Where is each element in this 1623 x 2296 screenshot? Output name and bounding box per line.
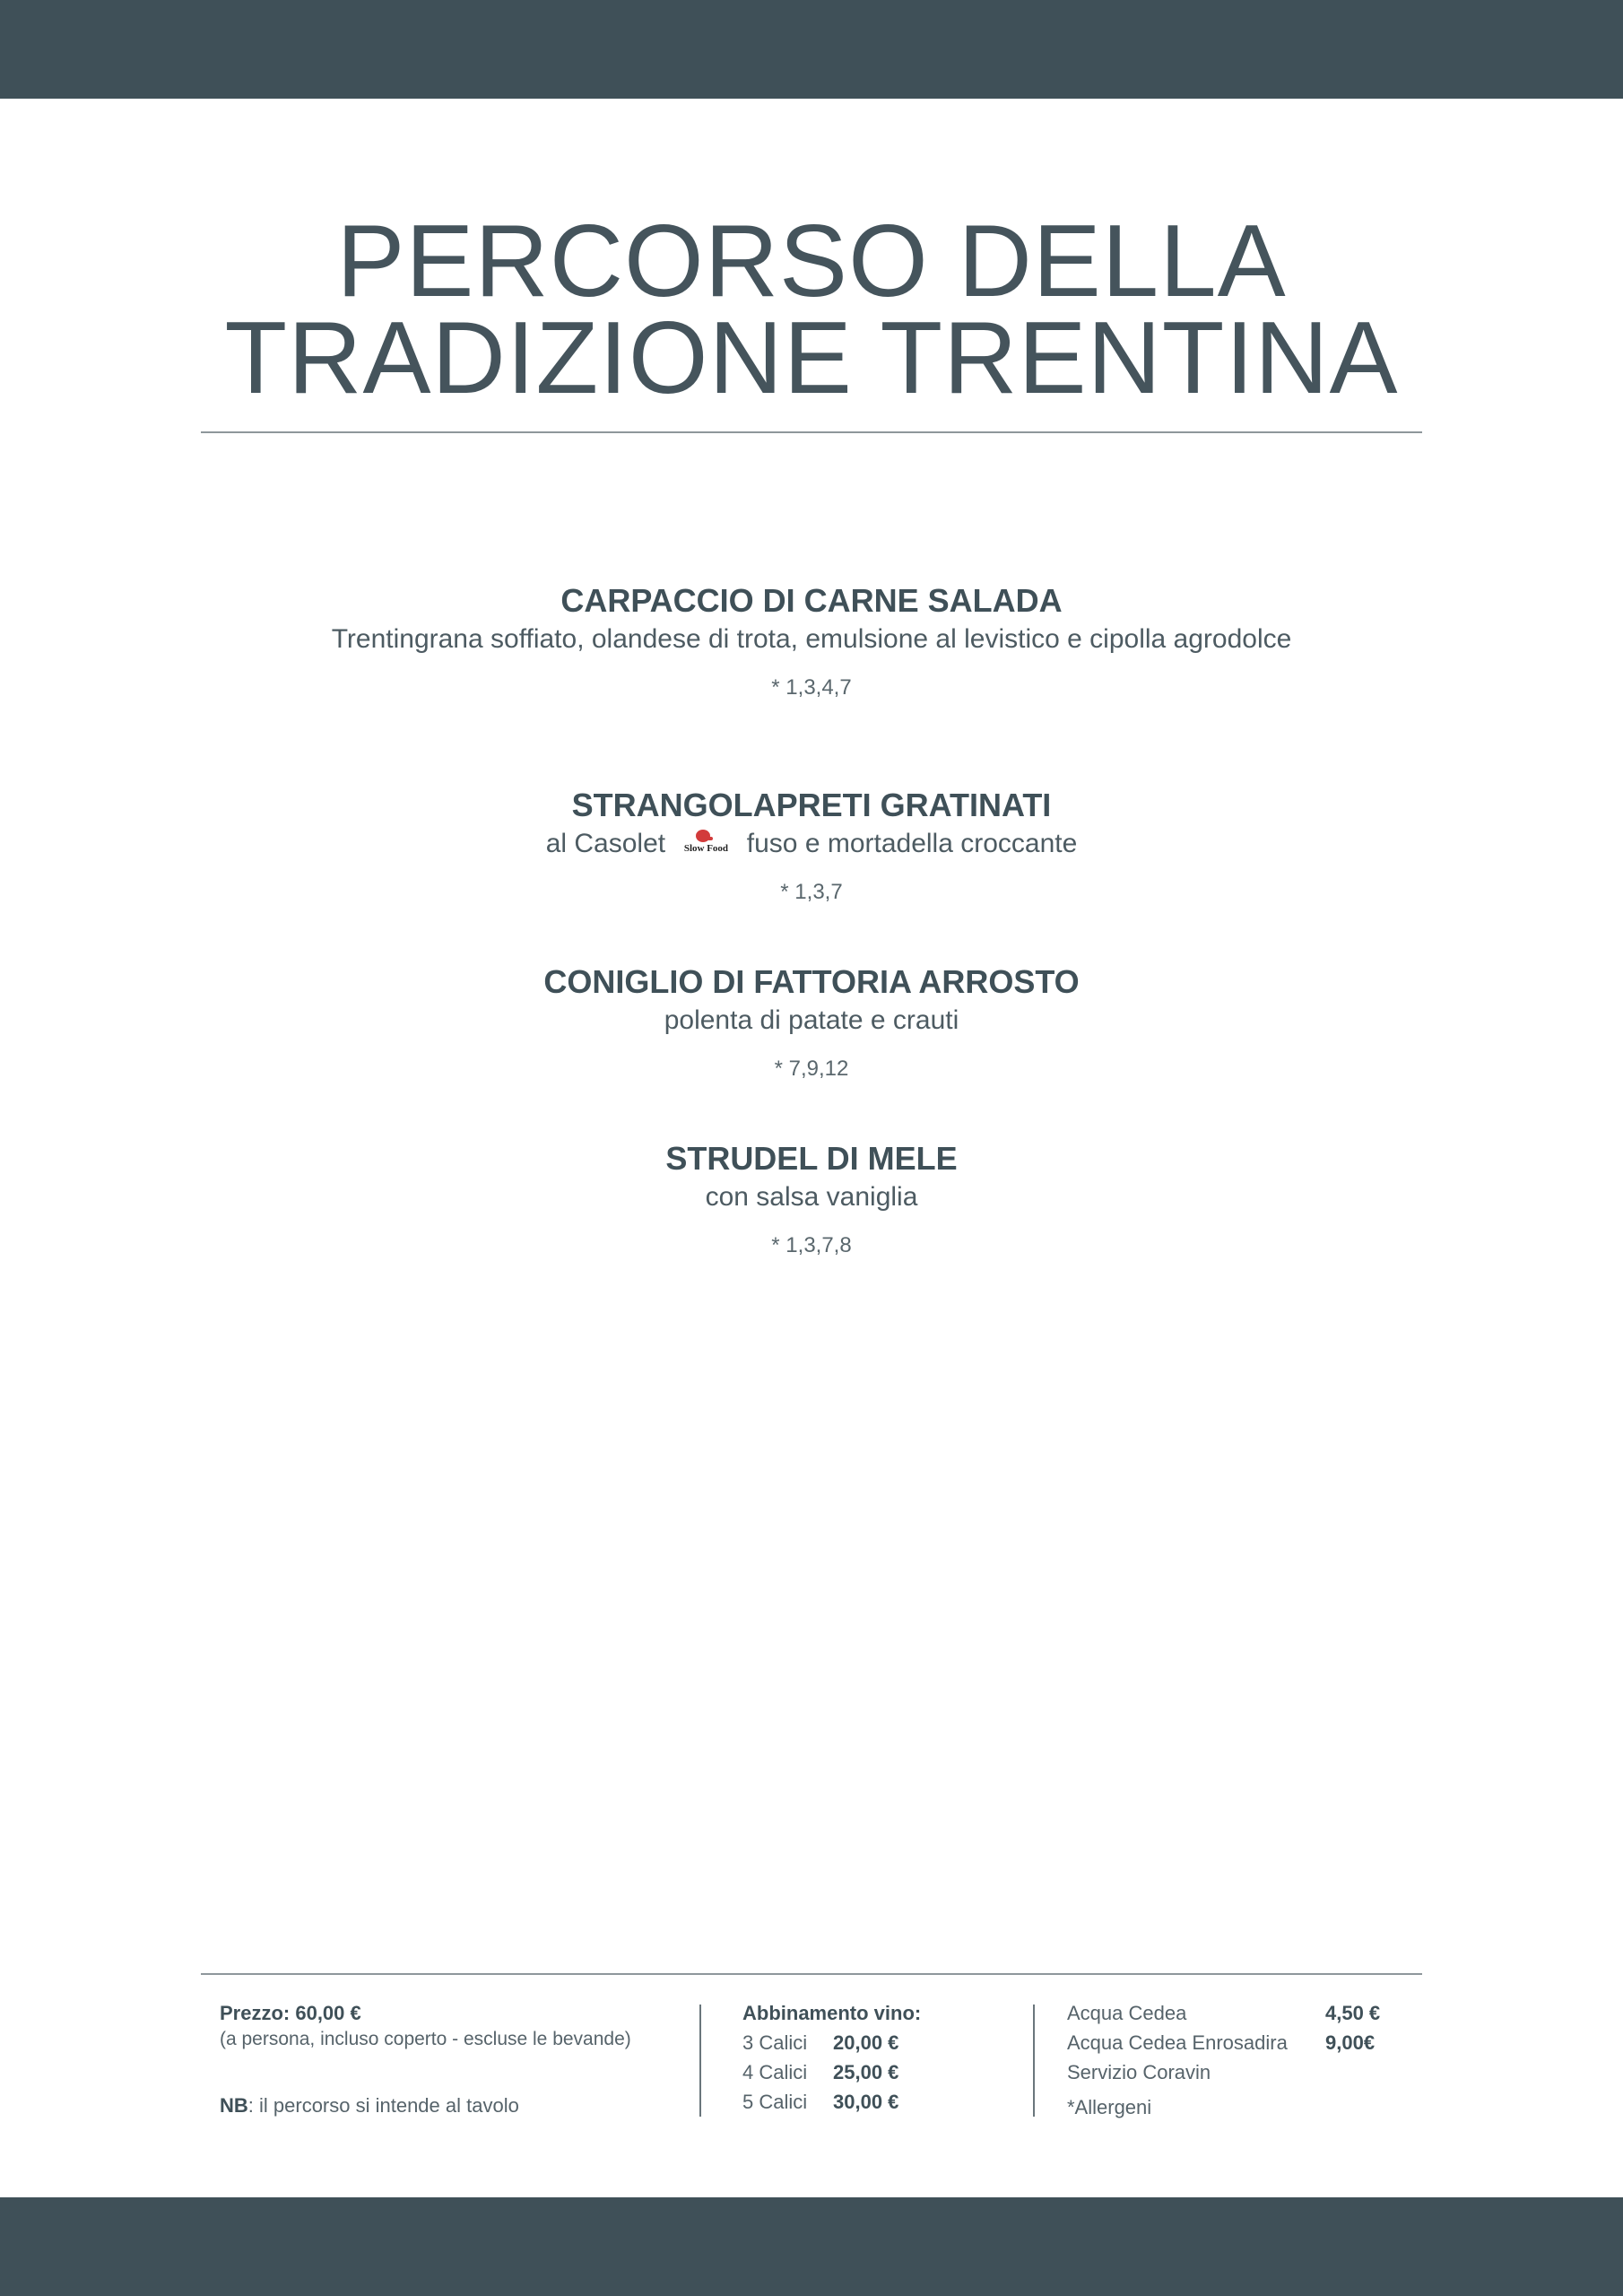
extra-item: [1067, 2057, 1408, 2087]
wine-option-label: 5 Calici: [742, 2091, 808, 2113]
footer-divider: [201, 1973, 1422, 1975]
allergen-note: *Allergeni: [1067, 2096, 1152, 2118]
wine-option: [742, 2057, 1011, 2087]
dish-description: [0, 825, 1623, 863]
dish-description-before: al Casolet: [545, 829, 666, 858]
extra-label: Acqua Cedea: [1067, 2002, 1187, 2024]
nb-label: NB: [220, 2094, 248, 2117]
dish-allergens: * 1,3,4,7: [771, 675, 852, 700]
dish-allergens: * 1,3,7: [780, 880, 843, 904]
wine-option-label: 3 Calici: [742, 2031, 808, 2054]
wine-option-label: 4 Calici: [742, 2061, 808, 2083]
extra-label: Servizio Coravin: [1067, 2061, 1211, 2083]
extra-price: 4,50 €: [1325, 2002, 1381, 2024]
price-label: Prezzo: 60,00 €: [220, 2002, 361, 2024]
dish-allergens: * 1,3,7,8: [771, 1233, 852, 1257]
dish-description: con salsa vaniglia: [705, 1182, 918, 1212]
title-line-2: TRADIZIONE TRENTINA: [224, 301, 1399, 415]
wine-option: [742, 2028, 1011, 2057]
wine-option: [742, 2087, 1011, 2117]
dish-description-after: fuso e mortadella croccante: [746, 829, 1078, 858]
wine-option-price: 30,00 €: [833, 2091, 899, 2113]
dish-name: STRUDEL DI MELE: [665, 1140, 958, 1177]
price-note: (a persona, incluso coperto - escluse le bevande): [220, 2029, 631, 2049]
extra-item: [1067, 1998, 1408, 2028]
wine-option-price: 20,00 €: [833, 2031, 899, 2054]
snail-head-icon: [707, 837, 713, 840]
dish-item: [0, 962, 1623, 1083]
bottom-band: [0, 2197, 1623, 2296]
dish-name: CONIGLIO DI FATTORIA ARROSTO: [543, 963, 1080, 1000]
page-title: [0, 204, 1623, 415]
nb-note: [220, 2091, 686, 2120]
wine-option-price: 25,00 €: [833, 2061, 899, 2083]
dish-name: CARPACCIO DI CARNE SALADA: [560, 582, 1063, 619]
dish-name: STRANGOLAPRETI GRATINATI: [571, 787, 1052, 823]
column-divider: [699, 2005, 701, 2117]
title-line-1: PERCORSO DELLA: [336, 204, 1287, 318]
extra-label: Acqua Cedea Enrosadira: [1067, 2031, 1288, 2054]
top-band: [0, 0, 1623, 99]
slow-food-logo-text: Slow Food: [683, 843, 729, 855]
slow-food-logo: [676, 830, 735, 860]
dish-item: [0, 581, 1623, 701]
extra-item: [1067, 2028, 1408, 2057]
dish-item: [0, 1139, 1623, 1259]
wine-pairing-section: [742, 1998, 1011, 2117]
dish-description: Trentingrana soffiato, olandese di trota, emulsione al levistico e cipolla agrodolce: [331, 624, 1292, 654]
price-section: [220, 1998, 686, 2120]
title-divider: [201, 431, 1422, 433]
dish-allergens: * 7,9,12: [774, 1057, 849, 1081]
wine-title: Abbinamento vino:: [742, 2002, 922, 2024]
dish-item: [0, 786, 1623, 906]
column-divider: [1033, 2005, 1035, 2117]
dish-description: polenta di patate e crauti: [664, 1005, 959, 1035]
extras-section: [1067, 1998, 1408, 2122]
extra-price: 9,00€: [1325, 2031, 1376, 2054]
nb-text: : il percorso si intende al tavolo: [247, 2094, 519, 2117]
